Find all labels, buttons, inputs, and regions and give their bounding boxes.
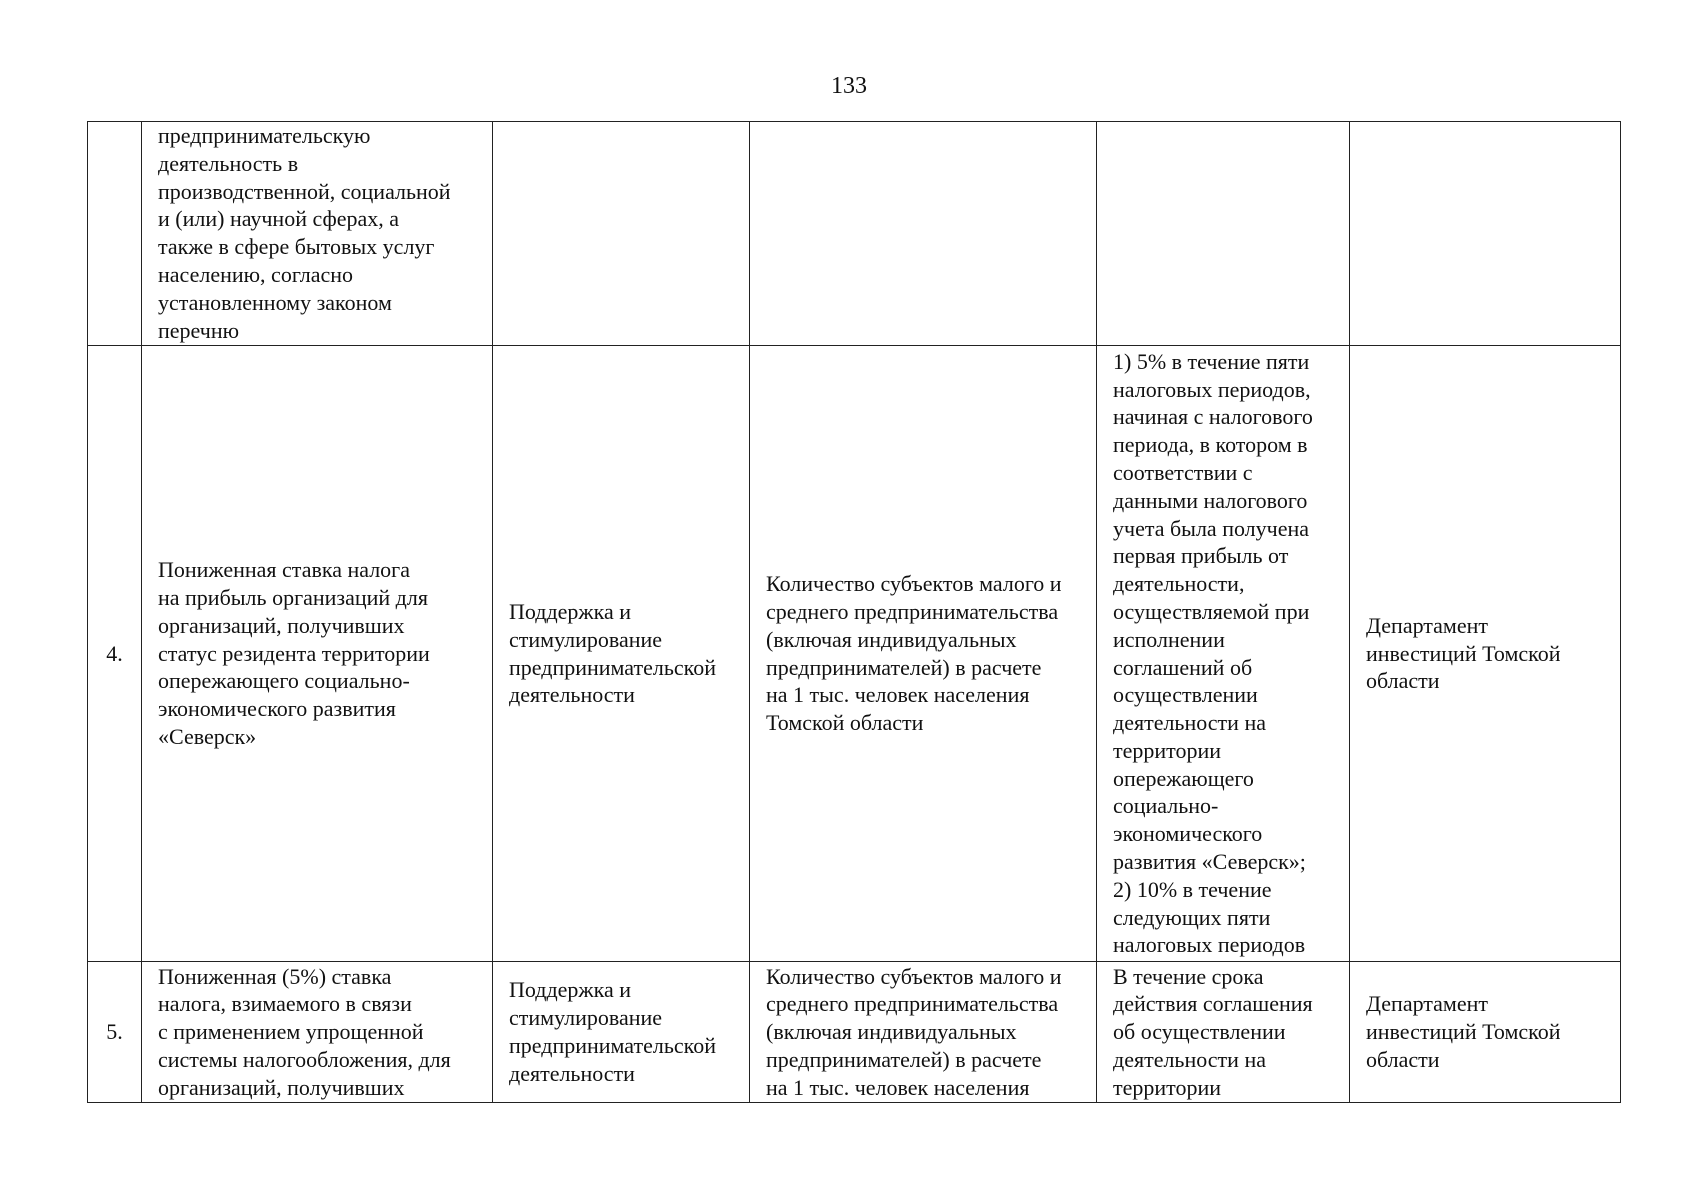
indicator-cell: Количество субъектов малого и среднего предпринимательства (включая индивидуальных предпринимателей) в расчете на 1 тыс. человек населения Томской области [750, 346, 1097, 962]
benefits-table [87, 121, 1621, 1103]
term-cell [1097, 122, 1350, 346]
row-number-cell: 4. [88, 346, 142, 962]
row-number-cell: 5. [88, 962, 142, 1103]
goal-cell: Поддержка и стимулирование предпринимательской деятельности [493, 962, 750, 1103]
benefit-name-cell: Пониженная (5%) ставка налога, взимаемого в связи с применением упрощенной системы налогообложения, для организаций, получивших [142, 962, 493, 1103]
row-number-cell [88, 122, 142, 346]
curator-cell [1350, 122, 1621, 346]
benefit-name-cell: предпринимательскую деятельность в производственной, социальной и (или) научной сферах, а также в сфере бытовых услуг населению, согласно установленному законом перечню [142, 122, 493, 346]
table-row [88, 122, 1621, 346]
term-cell: В течение срока действия соглашения об осуществлении деятельности на территории [1097, 962, 1350, 1103]
benefit-name-cell: Пониженная ставка налога на прибыль организаций для организаций, получивших статус резидента территории опережающего социально- экономического развития «Северск» [142, 346, 493, 962]
page-number: 133 [831, 73, 867, 99]
goal-cell [493, 122, 750, 346]
table-row [88, 346, 1621, 962]
curator-cell: Департамент инвестиций Томской области [1350, 962, 1621, 1103]
goal-cell: Поддержка и стимулирование предпринимательской деятельности [493, 346, 750, 962]
term-cell: 1) 5% в течение пяти налоговых периодов, начиная с налогового периода, в котором в соответствии с данными налогового учета была получена первая прибыль от деятельности, осуществляемой при исполнении соглашений об осуществлении деятельности на территории опережающего социально- экономического развития «Северск»; 2) 10% в течение следующих пяти налоговых периодов [1097, 346, 1350, 962]
curator-cell: Департамент инвестиций Томской области [1350, 346, 1621, 962]
indicator-cell: Количество субъектов малого и среднего предпринимательства (включая индивидуальных предпринимателей) в расчете на 1 тыс. человек населения [750, 962, 1097, 1103]
indicator-cell [750, 122, 1097, 346]
table-row [88, 962, 1621, 1103]
